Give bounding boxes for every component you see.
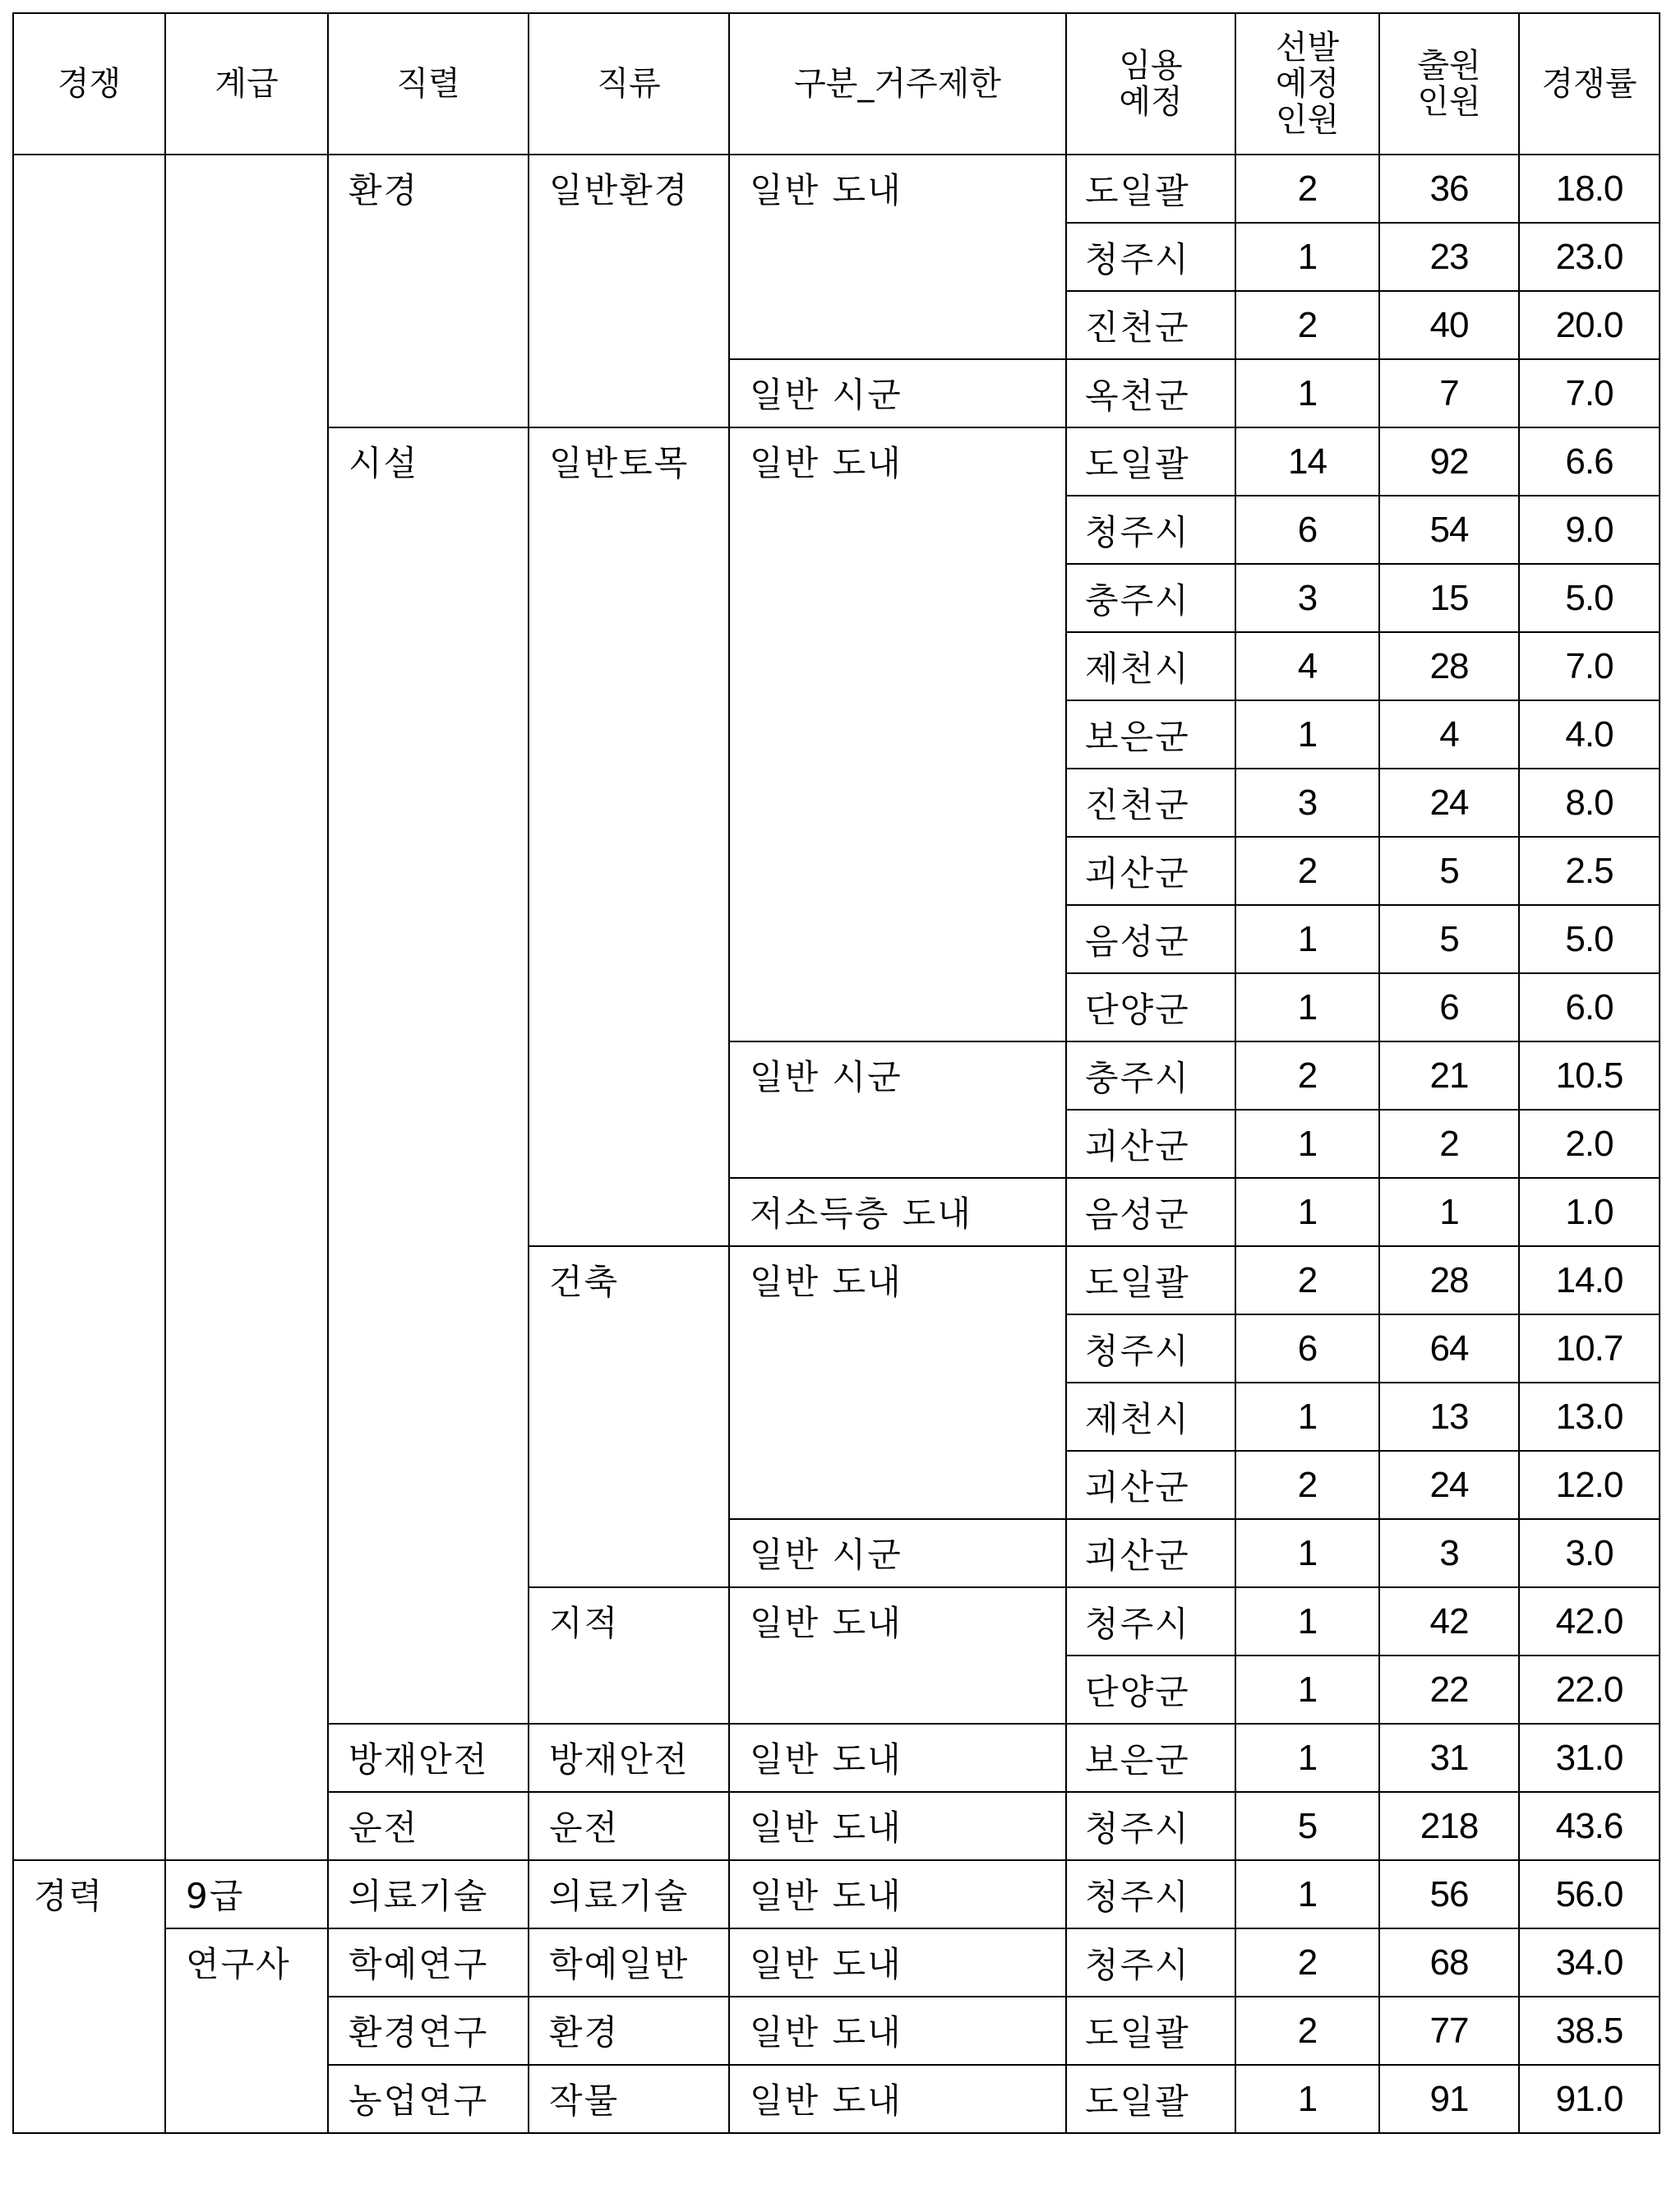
header-planned: 선발 예정 인원 bbox=[1235, 13, 1379, 155]
applicants-cell: 23 bbox=[1379, 223, 1519, 291]
classification-cell: 일반환경 bbox=[529, 155, 729, 427]
ratio-cell: 2.0 bbox=[1519, 1110, 1660, 1178]
region-cell: 단양군 bbox=[1066, 973, 1235, 1041]
region-cell: 진천군 bbox=[1066, 291, 1235, 359]
planned-cell: 2 bbox=[1235, 1451, 1379, 1519]
region-cell: 도일괄 bbox=[1066, 155, 1235, 223]
division-cell: 일반 도내 bbox=[729, 427, 1066, 1041]
header-series: 직렬 bbox=[328, 13, 529, 155]
ratio-cell: 43.6 bbox=[1519, 1792, 1660, 1860]
ratio-cell: 10.7 bbox=[1519, 1314, 1660, 1383]
classification-cell: 환경 bbox=[529, 1997, 729, 2065]
region-cell: 충주시 bbox=[1066, 564, 1235, 632]
ratio-cell: 1.0 bbox=[1519, 1178, 1660, 1246]
series-cell: 의료기술 bbox=[328, 1860, 529, 1928]
division-cell: 일반 도내 bbox=[729, 1792, 1066, 1860]
region-cell: 청주시 bbox=[1066, 223, 1235, 291]
series-cell: 방재안전 bbox=[328, 1724, 529, 1792]
region-cell: 보은군 bbox=[1066, 1724, 1235, 1792]
region-cell: 단양군 bbox=[1066, 1656, 1235, 1724]
ratio-cell: 14.0 bbox=[1519, 1246, 1660, 1314]
applicants-cell: 28 bbox=[1379, 632, 1519, 700]
applicants-cell: 64 bbox=[1379, 1314, 1519, 1383]
ratio-cell: 34.0 bbox=[1519, 1928, 1660, 1997]
grade-cell bbox=[165, 155, 328, 1860]
table-row bbox=[13, 1928, 1660, 1997]
applicants-cell: 4 bbox=[1379, 700, 1519, 769]
planned-cell: 2 bbox=[1235, 1246, 1379, 1314]
division-cell: 일반 시군 bbox=[729, 1041, 1066, 1178]
classification-cell: 작물 bbox=[529, 2065, 729, 2133]
ratio-cell: 2.5 bbox=[1519, 837, 1660, 905]
region-cell: 제천시 bbox=[1066, 632, 1235, 700]
grade-cell: 9급 bbox=[165, 1860, 328, 1928]
planned-cell: 1 bbox=[1235, 2065, 1379, 2133]
ratio-cell: 7.0 bbox=[1519, 359, 1660, 427]
table-row bbox=[13, 155, 1660, 223]
classification-cell: 지적 bbox=[529, 1587, 729, 1724]
region-cell: 괴산군 bbox=[1066, 837, 1235, 905]
applicants-cell: 1 bbox=[1379, 1178, 1519, 1246]
ratio-cell: 13.0 bbox=[1519, 1383, 1660, 1451]
ratio-cell: 5.0 bbox=[1519, 564, 1660, 632]
planned-cell: 1 bbox=[1235, 1860, 1379, 1928]
ratio-cell: 4.0 bbox=[1519, 700, 1660, 769]
ratio-cell: 20.0 bbox=[1519, 291, 1660, 359]
grade-cell: 연구사 bbox=[165, 1928, 328, 2133]
planned-cell: 2 bbox=[1235, 1997, 1379, 2065]
applicants-cell: 24 bbox=[1379, 769, 1519, 837]
applicants-cell: 15 bbox=[1379, 564, 1519, 632]
series-cell: 시설 bbox=[328, 427, 529, 1724]
region-cell: 보은군 bbox=[1066, 700, 1235, 769]
applicants-cell: 36 bbox=[1379, 155, 1519, 223]
header-row bbox=[13, 13, 1660, 155]
applicants-cell: 218 bbox=[1379, 1792, 1519, 1860]
region-cell: 제천시 bbox=[1066, 1383, 1235, 1451]
planned-cell: 3 bbox=[1235, 564, 1379, 632]
table-row bbox=[13, 1860, 1660, 1928]
classification-cell: 방재안전 bbox=[529, 1724, 729, 1792]
series-cell: 농업연구 bbox=[328, 2065, 529, 2133]
ratio-cell: 31.0 bbox=[1519, 1724, 1660, 1792]
planned-cell: 2 bbox=[1235, 155, 1379, 223]
region-cell: 도일괄 bbox=[1066, 427, 1235, 496]
planned-cell: 1 bbox=[1235, 359, 1379, 427]
division-cell: 일반 도내 bbox=[729, 155, 1066, 359]
applicants-cell: 68 bbox=[1379, 1928, 1519, 1997]
ratio-cell: 56.0 bbox=[1519, 1860, 1660, 1928]
planned-cell: 1 bbox=[1235, 1656, 1379, 1724]
planned-cell: 1 bbox=[1235, 1383, 1379, 1451]
applicants-cell: 28 bbox=[1379, 1246, 1519, 1314]
ratio-cell: 42.0 bbox=[1519, 1587, 1660, 1656]
division-cell: 일반 시군 bbox=[729, 1519, 1066, 1587]
header-grade: 계급 bbox=[165, 13, 328, 155]
header-classification: 직류 bbox=[529, 13, 729, 155]
region-cell: 도일괄 bbox=[1066, 2065, 1235, 2133]
ratio-cell: 12.0 bbox=[1519, 1451, 1660, 1519]
applicants-cell: 5 bbox=[1379, 837, 1519, 905]
region-cell: 청주시 bbox=[1066, 1860, 1235, 1928]
region-cell: 도일괄 bbox=[1066, 1997, 1235, 2065]
region-cell: 청주시 bbox=[1066, 1314, 1235, 1383]
planned-cell: 2 bbox=[1235, 291, 1379, 359]
planned-cell: 3 bbox=[1235, 769, 1379, 837]
region-cell: 괴산군 bbox=[1066, 1451, 1235, 1519]
ratio-cell: 9.0 bbox=[1519, 496, 1660, 564]
classification-cell: 건축 bbox=[529, 1246, 729, 1587]
classification-cell: 의료기술 bbox=[529, 1860, 729, 1928]
division-cell: 일반 도내 bbox=[729, 1246, 1066, 1519]
applicants-cell: 56 bbox=[1379, 1860, 1519, 1928]
series-cell: 운전 bbox=[328, 1792, 529, 1860]
region-cell: 음성군 bbox=[1066, 1178, 1235, 1246]
ratio-cell: 23.0 bbox=[1519, 223, 1660, 291]
planned-cell: 1 bbox=[1235, 1519, 1379, 1587]
planned-cell: 1 bbox=[1235, 1110, 1379, 1178]
planned-cell: 1 bbox=[1235, 700, 1379, 769]
classification-cell: 운전 bbox=[529, 1792, 729, 1860]
region-cell: 청주시 bbox=[1066, 1587, 1235, 1656]
division-cell: 저소득층 도내 bbox=[729, 1178, 1066, 1246]
region-cell: 도일괄 bbox=[1066, 1246, 1235, 1314]
planned-cell: 1 bbox=[1235, 1587, 1379, 1656]
planned-cell: 2 bbox=[1235, 1041, 1379, 1110]
division-cell: 일반 시군 bbox=[729, 359, 1066, 427]
planned-cell: 6 bbox=[1235, 496, 1379, 564]
applicants-cell: 13 bbox=[1379, 1383, 1519, 1451]
header-competition: 경쟁 bbox=[13, 13, 165, 155]
series-cell: 학예연구 bbox=[328, 1928, 529, 1997]
region-cell: 진천군 bbox=[1066, 769, 1235, 837]
applicants-cell: 31 bbox=[1379, 1724, 1519, 1792]
planned-cell: 1 bbox=[1235, 1178, 1379, 1246]
ratio-cell: 6.6 bbox=[1519, 427, 1660, 496]
region-cell: 청주시 bbox=[1066, 496, 1235, 564]
region-cell: 괴산군 bbox=[1066, 1519, 1235, 1587]
classification-cell: 일반토목 bbox=[529, 427, 729, 1246]
planned-cell: 1 bbox=[1235, 1724, 1379, 1792]
applicants-cell: 6 bbox=[1379, 973, 1519, 1041]
competition-cell: 경력 bbox=[13, 1860, 165, 2133]
applicants-cell: 54 bbox=[1379, 496, 1519, 564]
ratio-cell: 18.0 bbox=[1519, 155, 1660, 223]
ratio-cell: 22.0 bbox=[1519, 1656, 1660, 1724]
region-cell: 괴산군 bbox=[1066, 1110, 1235, 1178]
region-cell: 청주시 bbox=[1066, 1928, 1235, 1997]
applicants-cell: 3 bbox=[1379, 1519, 1519, 1587]
planned-cell: 2 bbox=[1235, 1928, 1379, 1997]
ratio-cell: 8.0 bbox=[1519, 769, 1660, 837]
ratio-cell: 91.0 bbox=[1519, 2065, 1660, 2133]
planned-cell: 1 bbox=[1235, 905, 1379, 973]
competition-ratio-table bbox=[12, 12, 1660, 2134]
applicants-cell: 40 bbox=[1379, 291, 1519, 359]
header-division: 구분_거주제한 bbox=[729, 13, 1066, 155]
applicants-cell: 2 bbox=[1379, 1110, 1519, 1178]
competition-table-page bbox=[12, 12, 1659, 2134]
applicants-cell: 77 bbox=[1379, 1997, 1519, 2065]
applicants-cell: 7 bbox=[1379, 359, 1519, 427]
competition-cell bbox=[13, 155, 165, 1860]
planned-cell: 1 bbox=[1235, 223, 1379, 291]
division-cell: 일반 도내 bbox=[729, 1860, 1066, 1928]
region-cell: 충주시 bbox=[1066, 1041, 1235, 1110]
region-cell: 옥천군 bbox=[1066, 359, 1235, 427]
applicants-cell: 24 bbox=[1379, 1451, 1519, 1519]
applicants-cell: 5 bbox=[1379, 905, 1519, 973]
division-cell: 일반 도내 bbox=[729, 2065, 1066, 2133]
header-applicants: 출원 인원 bbox=[1379, 13, 1519, 155]
series-cell: 환경 bbox=[328, 155, 529, 427]
classification-cell: 학예일반 bbox=[529, 1928, 729, 1997]
division-cell: 일반 도내 bbox=[729, 1928, 1066, 1997]
division-cell: 일반 도내 bbox=[729, 1587, 1066, 1724]
header-ratio: 경쟁률 bbox=[1519, 13, 1660, 155]
ratio-cell: 7.0 bbox=[1519, 632, 1660, 700]
region-cell: 음성군 bbox=[1066, 905, 1235, 973]
ratio-cell: 5.0 bbox=[1519, 905, 1660, 973]
planned-cell: 2 bbox=[1235, 837, 1379, 905]
series-cell: 환경연구 bbox=[328, 1997, 529, 2065]
planned-cell: 6 bbox=[1235, 1314, 1379, 1383]
planned-cell: 1 bbox=[1235, 973, 1379, 1041]
division-cell: 일반 도내 bbox=[729, 1997, 1066, 2065]
applicants-cell: 22 bbox=[1379, 1656, 1519, 1724]
applicants-cell: 91 bbox=[1379, 2065, 1519, 2133]
applicants-cell: 21 bbox=[1379, 1041, 1519, 1110]
planned-cell: 5 bbox=[1235, 1792, 1379, 1860]
region-cell: 청주시 bbox=[1066, 1792, 1235, 1860]
planned-cell: 4 bbox=[1235, 632, 1379, 700]
ratio-cell: 3.0 bbox=[1519, 1519, 1660, 1587]
planned-cell: 14 bbox=[1235, 427, 1379, 496]
applicants-cell: 92 bbox=[1379, 427, 1519, 496]
ratio-cell: 38.5 bbox=[1519, 1997, 1660, 2065]
ratio-cell: 10.5 bbox=[1519, 1041, 1660, 1110]
division-cell: 일반 도내 bbox=[729, 1724, 1066, 1792]
header-appointment: 임용 예정 bbox=[1066, 13, 1235, 155]
ratio-cell: 6.0 bbox=[1519, 973, 1660, 1041]
applicants-cell: 42 bbox=[1379, 1587, 1519, 1656]
